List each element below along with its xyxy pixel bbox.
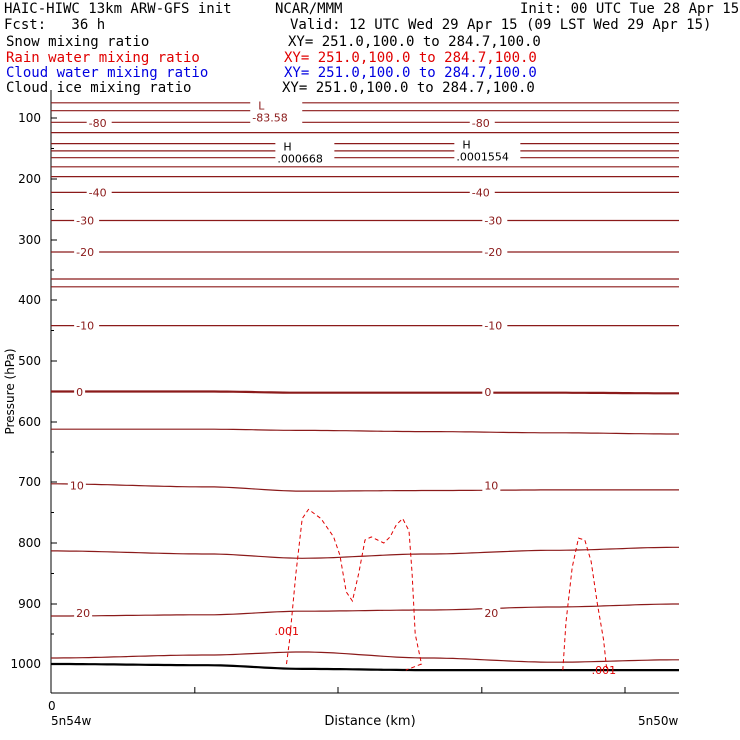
header-org: NCAR/MMM [275, 1, 343, 17]
rain-contour-label-0: .001 [274, 625, 299, 638]
temp-contour-label-17-1: 10 [484, 479, 499, 493]
temp-contour-label-10-0: -30 [76, 214, 95, 228]
temp-contour-label-2-1: -80 [471, 116, 490, 130]
y-tick-label-1000: 1000 [10, 657, 41, 671]
temp-contour-label-2-0: -80 [88, 116, 107, 130]
temp-contour-label-19-0: 20 [76, 607, 91, 620]
annotation-value-2: .0001554 [456, 150, 509, 164]
x-origin-label: 0 [48, 699, 56, 713]
field-cloudwater-xy: XY= 251.0,100.0 to 284.7,100.0 [284, 65, 537, 81]
field-cloudice-name: Cloud ice mixing ratio [6, 80, 192, 96]
y-tick-label-200: 200 [18, 172, 41, 186]
y-tick-label-100: 100 [18, 111, 41, 125]
temp-contour-15 [51, 392, 679, 394]
y-tick-label-300: 300 [18, 233, 41, 247]
temp-contour-label-17-0: 10 [69, 479, 84, 493]
temp-contour-17 [51, 484, 679, 491]
temp-contour-18 [51, 547, 679, 558]
y-tick-label-900: 900 [18, 597, 41, 611]
header-init: Init: 00 UTC Tue 28 Apr 15 [520, 1, 740, 17]
header-valid: Valid: 12 UTC Wed 29 Apr 15 (09 LST Wed 29 Apr 15) [290, 17, 712, 33]
temp-contour-label-9-0: -40 [88, 186, 107, 200]
temp-contour-16 [51, 429, 679, 434]
x-left-label: 5n54w [51, 714, 92, 728]
header-fcst: Fcst: 36 h [4, 17, 106, 33]
annotation-letter-2: H [462, 138, 471, 152]
y-axis-label: Pressure (hPa) [3, 348, 17, 435]
annotation-value-0: -83.58 [252, 111, 288, 125]
temp-contour-label-14-1: -10 [484, 319, 503, 333]
header-model: HAIC-HIWC 13km ARW-GFS init [4, 1, 232, 17]
y-tick-label-500: 500 [18, 354, 41, 368]
temp-contour-label-11-0: -20 [76, 246, 95, 259]
temp-contour-label-15-1: 0 [484, 386, 492, 400]
x-axis-label: Distance (km) [324, 714, 416, 729]
temp-contour-21 [51, 664, 679, 670]
field-rain-xy: XY= 251.0,100.0 to 284.7,100.0 [284, 50, 537, 66]
rain-contour-0 [287, 509, 422, 670]
y-tick-label-400: 400 [18, 293, 41, 307]
temp-contour-19 [51, 604, 679, 616]
field-cloudice-xy: XY= 251.0,100.0 to 284.7,100.0 [282, 80, 535, 96]
x-right-label: 5n50w [638, 714, 679, 728]
rain-contour-1 [563, 538, 607, 670]
y-tick-label-800: 800 [18, 536, 41, 550]
temp-contour-label-19-1: 20 [484, 607, 499, 620]
temp-contour-label-9-1: -40 [471, 186, 490, 200]
temp-contour-label-14-0: -10 [76, 319, 95, 333]
y-tick-label-700: 700 [18, 475, 41, 489]
field-rain-name: Rain water mixing ratio [6, 50, 200, 66]
temp-contour-20 [51, 652, 679, 662]
rain-contour-label-1: .001 [591, 664, 617, 678]
annotation-letter-0: L [258, 99, 265, 113]
field-snow-name: Snow mixing ratio [6, 34, 150, 50]
annotation-letter-1: H [283, 140, 292, 154]
y-tick-label-600: 600 [18, 415, 41, 429]
temp-contour-label-15-0: 0 [76, 386, 84, 400]
annotation-value-1: .000668 [277, 152, 323, 166]
field-snow-xy: XY= 251.0,100.0 to 284.7,100.0 [288, 34, 541, 50]
field-cloudwater-name: Cloud water mixing ratio [6, 65, 209, 81]
temp-contour-label-11-1: -20 [484, 246, 503, 259]
temp-contour-label-10-1: -30 [484, 214, 503, 228]
